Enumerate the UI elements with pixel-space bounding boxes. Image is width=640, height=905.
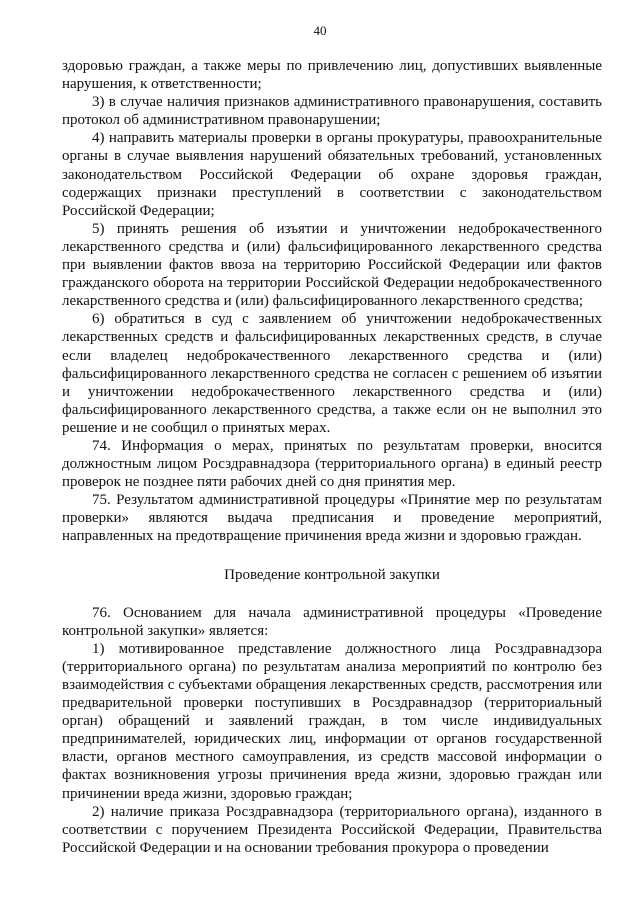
- paragraph: 1) мотивированное представление должностного лица Росздравнадзора (территориального органа) по результатам анализа мероприятий по контролю без взаимодействия с субъектами обращения лекарственных средств, рассмотрения или предварительной проверки поступивших в Росздравнадзор (территориальный орган) обращений и заявлений граждан, в том числе индивидуальных предпринимателей, юридических лиц, информации от органов государственной власти, органов местного самоуправления, из средств массовой информации о фактах возникновения угрозы причинения вреда жизни, здоровью граждан или причинении вреда жизни, здоровью граждан;: [62, 640, 602, 802]
- page-number: 40: [313, 23, 327, 38]
- paragraph: 3) в случае наличия признаков административного правонарушения, составить протокол об административном правонарушении;: [62, 94, 602, 129]
- paragraph: 6) обратиться в суд с заявлением об уничтожении недоброкачественных лекарственных средств и фальсифицированных лекарственных средств, в случае если владелец недоброкачественного лекарственного средства и (или) фальсифицированного лекарственного средства не согласен с решением об изъятии и уничтожении недоброкачественного лекарственного средства и (или) фальсифицированного лекарственного средства, а также если он не выполнил это решение и не сообщил о принятых мерах.: [62, 311, 602, 436]
- paragraph: 74. Информация о мерах, принятых по результатам проверки, вносится должностным лицом Росздравнадзора (территориального органа) в единый реестр проверок не позднее пяти рабочих дней со дня принятия мер.: [62, 437, 602, 491]
- paragraph: 2) наличие приказа Росздравнадзора (территориального органа), изданного в соответствии с поручением Президента Российской Федерации, Правительства Российской Федерации и на основании требования прокурора о проведении: [62, 803, 602, 856]
- paragraph: 4) направить материалы проверки в органы прокуратуры, правоохранительные органы в случае выявления нарушений обязательных требований, установленных законодательством Российской Федерации об охране здоровья граждан, содержащих признаки преступлений в соответствии с законодательством Российской Федерации;: [62, 130, 602, 219]
- section-heading: Проведение контрольной закупки: [224, 566, 440, 583]
- paragraph: 76. Основанием для начала административной процедуры «Проведение контрольной закупки» является:: [62, 604, 602, 639]
- paragraph: 5) принять решения об изъятии и уничтожении недоброкачественного лекарственного средства и (или) фальсифицированного лекарственного средства при выявлении фактов ввоза на территорию Российской Федерации или фактов гражданского оборота на территории Российской Федерации недоброкачественного лекарственного средства и (или) фальсифицированного лекарственного средства;: [62, 220, 602, 310]
- document-body: [62, 57, 602, 857]
- paragraph: здоровью граждан, а также меры по привлечению лиц, допустивших выявленные нарушения, к ответственности;: [62, 58, 602, 93]
- paragraph: 75. Результатом административной процедуры «Принятие мер по результатам проверки» являются выдача предписания и проведение мероприятий, направленных на предотвращение причинения вреда жизни и здоровью граждан.: [62, 492, 602, 545]
